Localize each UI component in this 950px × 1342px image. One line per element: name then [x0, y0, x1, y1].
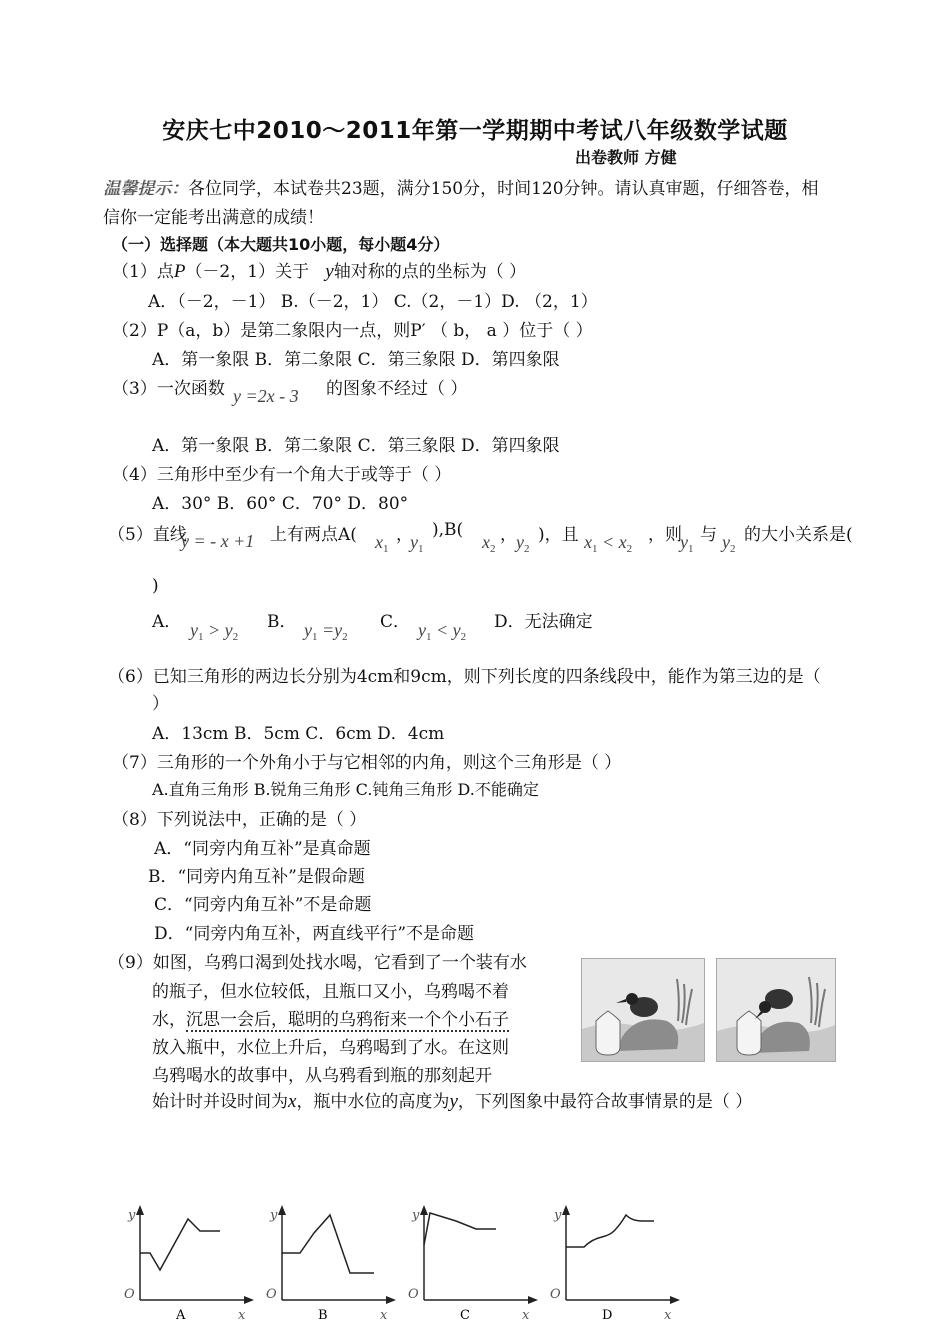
q8-option-d: D．“同旁内角互补，两直线平行”不是命题	[154, 924, 475, 944]
graph-b-origin: O	[266, 1287, 277, 1302]
q5-y2: $y_2$	[516, 532, 530, 555]
q6-close: ）	[152, 694, 169, 714]
q1-stem	[112, 257, 526, 283]
q3-options: A．第一象限 B．第二象限 C．第三象限 D．第四象限	[152, 436, 560, 456]
q5-stem-f: 与	[700, 525, 717, 545]
q2-stem: （2）P（a，b）是第二象限内一点，则P′ （ b， a ）位于（ ）	[112, 321, 593, 341]
q6-stem: （6）已知三角形的两边长分别为4cm和9cm，则下列长度的四条线段中，能作为第三边的是（	[108, 667, 821, 687]
q5-ya: $y_1$	[680, 532, 694, 555]
graph-a-origin: O	[124, 1287, 135, 1302]
page-title: 安庆七中2010～2011年第一学期期中考试八年级数学试题	[162, 118, 788, 144]
q5-x1: $x_1$	[375, 532, 389, 555]
q4-options: A．30° B．60° C．70° D．80°	[152, 494, 409, 514]
crow-picture-1	[581, 958, 705, 1062]
graph-b-y-label: y	[270, 1208, 278, 1223]
graph-d	[550, 1205, 680, 1323]
graph-d-y-label: y	[554, 1208, 562, 1223]
q5-comma1: ，	[396, 525, 413, 545]
graph-b-x-label: x	[380, 1308, 388, 1323]
graph-a-x-label: x	[238, 1308, 246, 1323]
q5-stem-e: ，则	[648, 525, 682, 545]
q5-x2: $x_2$	[482, 532, 496, 555]
q5-stem-g: 的大小关系是(	[744, 525, 853, 545]
tip-text-1: 各位同学，本试卷共23题，满分150分，时间120分钟。请认真审题，仔细答卷，相	[188, 179, 819, 199]
q9-line-4: 放入瓶中，水位上升后，乌鸦喝到了水。在这则	[152, 1038, 509, 1058]
q5-y1: $y_1$	[410, 532, 424, 555]
section-heading: （一）选择题（本大题共10小题，每小题4分）	[112, 235, 450, 254]
graph-c-y-label: y	[412, 1208, 420, 1223]
q9-line-6: 始计时并设时间为x，瓶中水位的高度为y，下列图象中最符合故事情景的是（ ）	[152, 1091, 753, 1112]
crow-drawing-1	[582, 959, 704, 1061]
graph-c	[408, 1205, 538, 1323]
graph-d-x-label: x	[664, 1308, 672, 1323]
q5-option-a-math: $y_1 > y_2$	[190, 620, 239, 643]
q3-stem-b: 的图象不经过（ ）	[326, 379, 468, 399]
q1-var-y: y	[325, 261, 334, 282]
graph-b-label: B	[318, 1308, 328, 1323]
tip-label: 温馨提示：	[103, 179, 188, 199]
q5-option-c-math: $y_1 < y_2$	[418, 620, 467, 643]
crow-picture-2	[716, 958, 836, 1062]
tip-line-1	[103, 174, 819, 199]
graph-b-curve	[282, 1215, 374, 1273]
graph-a-label: A	[176, 1308, 186, 1323]
q8-option-a: A．“同旁内角互补”是真命题	[154, 839, 371, 859]
q5-stem-b: 上有两点A(	[270, 525, 357, 545]
q5-option-c: C．	[380, 612, 411, 632]
graph-a-y-label: y	[128, 1208, 136, 1223]
graph-a-curve	[140, 1219, 220, 1270]
crow-drawing-2	[717, 959, 835, 1061]
q5-formula: y = - x +1	[181, 531, 255, 551]
q9-line-3: 水，沉思一会后，聪明的乌鸦衔来一个个小石子	[152, 1010, 509, 1030]
q9-line-5: 乌鸦喝水的故事中，从乌鸦看到瓶的那刻起开	[152, 1066, 492, 1086]
q5-close: )	[152, 576, 159, 596]
q5-option-b: B．	[267, 612, 297, 632]
q5-stem-d: )，且	[538, 525, 579, 545]
q5-option-a: A．	[152, 612, 182, 632]
q8-option-b: B．“同旁内角互补”是假命题	[148, 867, 365, 887]
author-line: 出卷教师 方健	[575, 148, 677, 167]
graph-c-origin: O	[408, 1287, 419, 1302]
q5-inequality: $x_1 < x_2$	[584, 532, 633, 555]
answer-graphs	[110, 1195, 710, 1335]
q6-options: A．13cm B．5cm C．6cm D．4cm	[152, 724, 445, 744]
q5-comma2: ，	[500, 525, 517, 545]
q1-stem-b: （－2，1）关于	[185, 262, 310, 282]
q5-stem-c: ),B(	[432, 520, 464, 540]
q3-formula: y =2x - 3	[233, 386, 299, 406]
q4-stem: （4）三角形中至少有一个角大于或等于（ ）	[112, 465, 452, 485]
q5-option-b-math: $y_1 =y_2$	[304, 620, 348, 643]
graph-c-x-label: x	[522, 1308, 530, 1323]
q1-options: A．（－2，－1） B.（－2，1） C.（2，－1）D. （2，1）	[148, 292, 598, 312]
q1-var-p: P	[173, 261, 186, 282]
q9-line-1: （9）如图，乌鸦口渴到处找水喝，它看到了一个装有水	[108, 953, 527, 973]
graph-a	[124, 1205, 254, 1323]
q1-stem-a: （1）点	[112, 262, 174, 282]
graph-b	[266, 1205, 396, 1323]
q9-line-2: 的瓶子，但水位较低，且瓶口又小，乌鸦喝不着	[152, 982, 509, 1002]
q1-stem-c: 轴对称的点的坐标为（ ）	[333, 262, 527, 282]
q8-stem: （8）下列说法中，正确的是（ ）	[112, 810, 367, 830]
q5-stem-a: （5）直线	[108, 525, 187, 545]
graph-c-label: C	[460, 1308, 470, 1323]
q5-option-d: D．无法确定	[494, 612, 593, 632]
q7-options: A.直角三角形 B.锐角三角形 C.钝角三角形 D.不能确定	[152, 780, 539, 799]
tip-line-2: 信你一定能考出满意的成绩！	[103, 208, 324, 228]
q5-yb: $y_2$	[722, 532, 736, 555]
graph-d-origin: O	[550, 1287, 561, 1302]
q2-options: A．第一象限 B．第二象限 C．第三象限 D．第四象限	[152, 350, 560, 370]
q7-stem: （7）三角形的一个外角小于与它相邻的内角，则这个三角形是（ ）	[112, 753, 622, 773]
q8-option-c: C．“同旁内角互补”不是命题	[154, 895, 372, 915]
graph-d-curve	[566, 1215, 654, 1247]
graph-d-label: D	[602, 1308, 613, 1323]
q3-stem-a: （3）一次函数	[112, 379, 225, 399]
graph-c-curve	[424, 1213, 496, 1245]
